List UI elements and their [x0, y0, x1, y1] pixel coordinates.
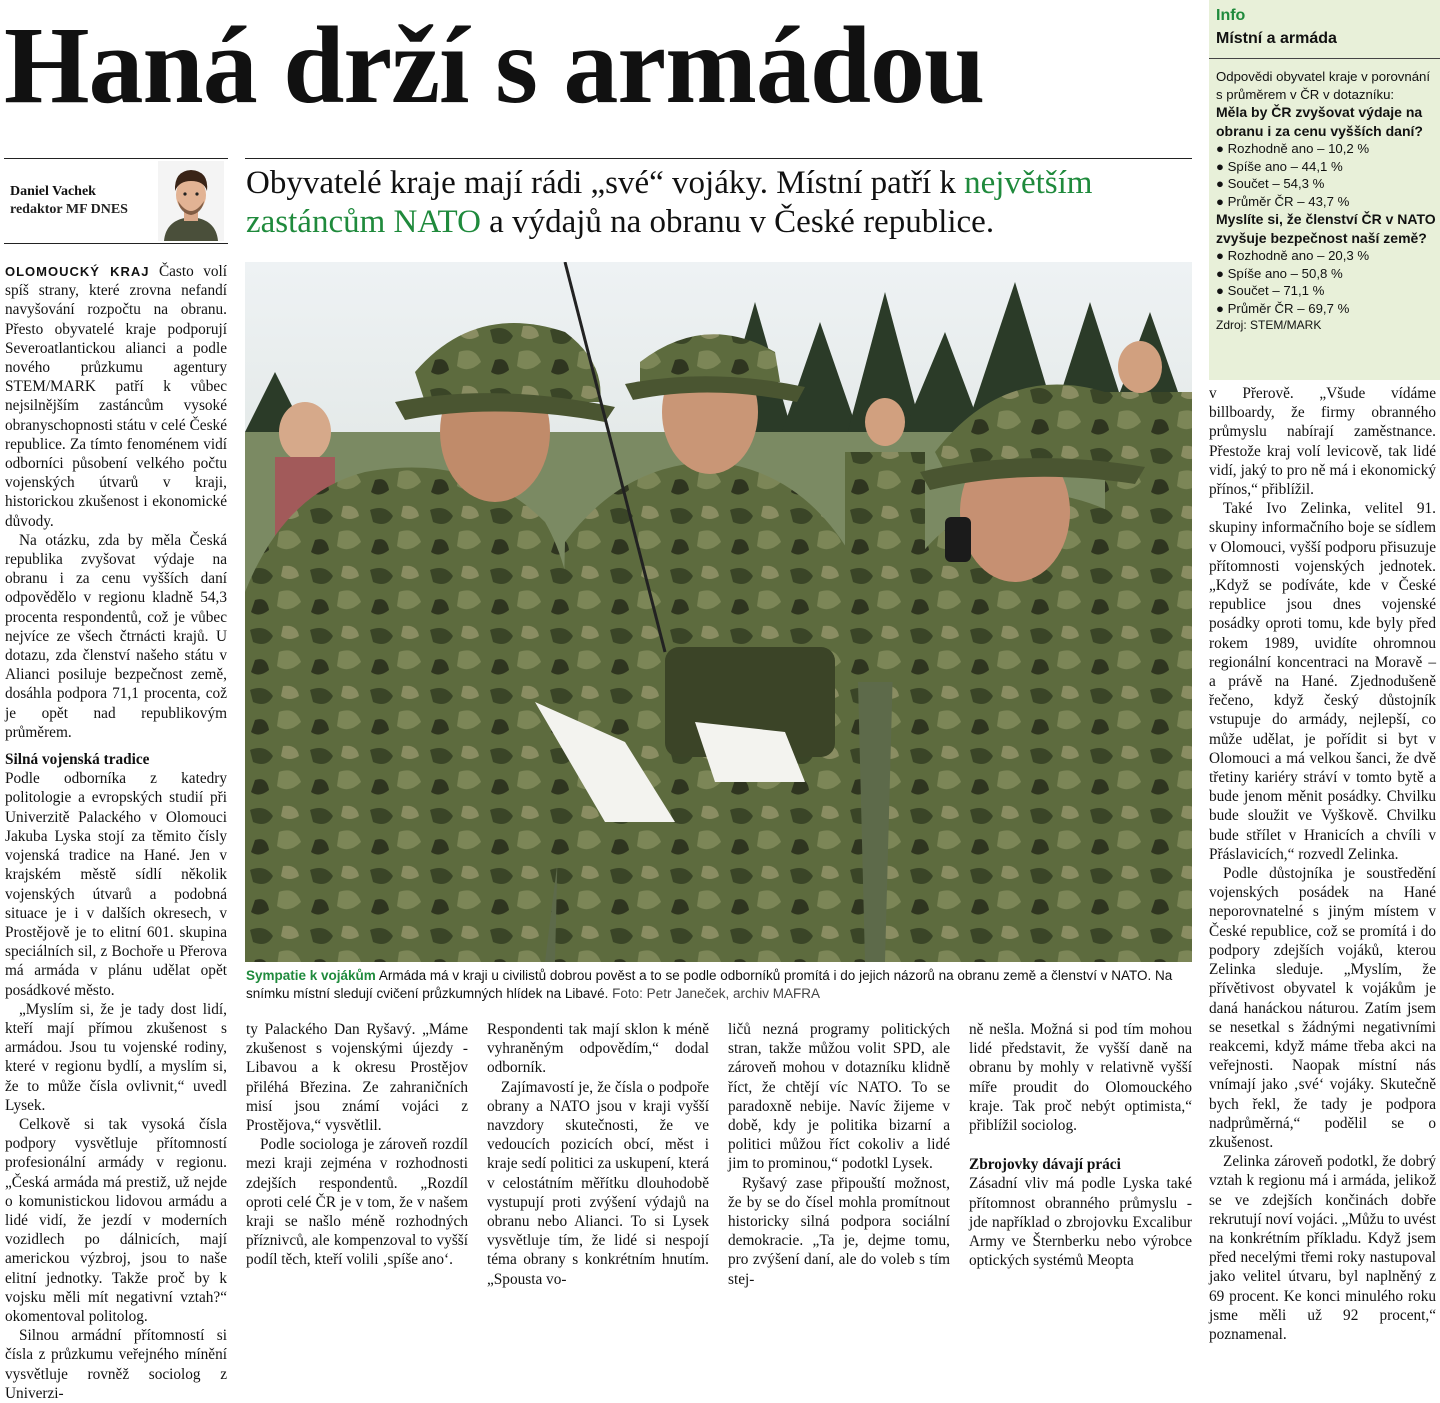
info-box: [1209, 0, 1440, 380]
deck: [246, 164, 1186, 242]
soldiers-photo-icon: [245, 262, 1192, 962]
info-title: Místní a armáda: [1216, 30, 1337, 47]
photo-caption: [246, 967, 1190, 1003]
paragraph: Silnou armádní přítomností si čísla z průzkumu veřejného mínění vysvětluje rovněž sociolog z Univerzi-: [5, 1327, 227, 1402]
subheading: Silná vojenská tradice: [5, 751, 150, 769]
author-name: Daniel Vachek: [10, 184, 96, 199]
paragraph-text: Často volí spíš strany, které zrovna nefandí navyšování rozpočtu na obranu. Přesto obyvatelé kraje podporují Severoatlantickou alianci a podle nového průzkumu agentury STEM/MARK patří k vůbec nejsilnějším zastáncům vysoké obranyschopnosti státu v celé České republice. Za tímto fenoménem vidí odborníci působení velkého počtu vojenských útvarů v kraji, historickou zkušenost i ekonomické důvody.: [5, 263, 227, 530]
info-body: [1216, 68, 1436, 335]
info-divider: [1209, 58, 1440, 59]
info-answers-1: [1216, 140, 1436, 210]
paragraph: „Myslím si, že je tady dost lidí, kteří mají přímou zkušenost s armádou. Jsou tu vojenské rodiny, které v regionu bydlí, a myslím si, že to může čísla ovlivnit,“ uvedl Lysek.: [5, 1000, 227, 1114]
article-column-2: [246, 1020, 468, 1270]
article-column-4: [728, 1020, 950, 1289]
paragraph: Podle odborníka z katedry politologie a evropských studií při Univerzitě Palackého v Olomouci Jakuba Lyska stojí za těmito čísly vojenská tradice na Hané. Jen v krajském městě sídlí několik vojenských útvarů a podobná situace je i v dalších okresech, v Prostějově je to elitní 601. skupina speciálních sil, z Bochoře u Přerova má armáda v plánu udělat opět posádkové město.: [5, 770, 227, 999]
paragraph: Zásadní vliv má podle Lyska také přítomnost obranného průmyslu - jde například o zbrojovku Excalibur Army ve Šternberku nebo výrobce optických systémů Meopta: [969, 1175, 1192, 1270]
article-column-5: [969, 1020, 1192, 1270]
info-answer: ● Součet – 54,3 %: [1216, 176, 1325, 191]
info-answer: ● Průměr ČR – 69,7 %: [1216, 300, 1350, 316]
author-role: redaktor MF DNES: [10, 202, 128, 217]
paragraph: Celkově si tak vysoká čísla podpory vysvětluje přítomností profesionální armády v regionu. „Česká armáda má prestiž, už nejde o komunistickou lidovou armádu a lidé vidí, že jezdí v moderních vozidlech po dálnicích, mají americkou výzbroj, jsou to naše elitní jednotky. Takže proč by k vojsku měli mít negativní vztah?“ okomentoval politolog.: [5, 1115, 227, 1325]
info-source: Zdroj: STEM/MARK: [1216, 318, 1322, 332]
info-answer: ● Průměr ČR – 43,7 %: [1216, 193, 1350, 209]
info-answers-2: [1216, 247, 1436, 317]
author-avatar: [158, 161, 224, 241]
paragraph: Zelinka zároveň podotkl, že dobrý vztah k regionu má i armáda, jelikož se ve zdejších končinách dobře rekrutují noví vojáci. „Můžu to uvést na konkrétním příkladu. Když jsem před necelými třemi roky nastupoval jako velitel útvaru, byl naplněný z 69 procent. Ke konci minulého roku jsme měli už 92 procent,“ poznamenal.: [1209, 1153, 1436, 1343]
paragraph: [5, 262, 227, 531]
caption-lead: Sympatie k vojákům: [246, 968, 376, 983]
paragraph: Respondenti tak mají sklon k méně vyhraněným odpovědím,“ dodal odborník.: [487, 1021, 709, 1077]
deck-part1: Obyvatelé kraje mají rádi „své“ vojáky. Místní patří k: [246, 165, 965, 201]
info-intro: Odpovědi obyvatel kraje v porovnání s průměrem v ČR v dotazníku:: [1216, 69, 1431, 102]
paragraph: Na otázku, zda by měla Česká republika zvyšovat výdaje na obranu i za cenu vyšších daní odpovědělo v regionu kladně 54,3 procenta respondentů, což je vůbec nejvíce ze všech čtrnácti krajů. U dotazu, zda členství našeho státu v Alianci posiluje bezpečnost země, dosáhla podpora 71,1 procenta, což je opět nad republikovým průměrem.: [5, 531, 227, 741]
article-column-3: [487, 1020, 709, 1289]
info-question-1: Měla by ČR zvyšovat výdaje na obranu i za cenu vyšších daní?: [1216, 104, 1423, 139]
deck-part2: a výdajů na obranu v České republice.: [480, 204, 995, 240]
dateline: OLOMOUCKÝ KRAJ: [5, 264, 150, 279]
paragraph: Zajímavostí je, že čísla o podpoře obrany a NATO jsou v kraji vyšší navzdory skutečnosti, že ve vedoucích pozicích obcí, měst i kraje sedí politici za uskupení, která v celostátním měřítku dlouhodobě vystupují proti zvýšení výdajů na obranu nebo Alianci. To si Lysek vysvětluje tím, že lidé si nespojí téma obrany s konkrétním hnutím. „Spousta vo-: [487, 1078, 709, 1288]
info-answer: ● Rozhodně ano – 20,3 %: [1216, 248, 1370, 263]
author-box: [4, 158, 228, 244]
info-tag: Info: [1216, 7, 1246, 24]
paragraph: v Přerově. „Všude vídáme billboardy, že firmy obranného průmyslu nabírají zaměstnance. Přestože kraj volí levicově, tak lidé vidí, jaký to pro ně má i ekonomický přínos,“ přiblížil.: [1209, 385, 1436, 499]
paragraph: Také Ivo Zelinka, velitel 91. skupiny informačního boje se sídlem v Olomouci, vyšší podporu přisuzuje přítomnosti vojenských jednotek. „Když se podíváte, kde v České republice jsou dnes vojenské posádky oproti tomu, kde byly před rokem 1989, uvidíte ohromnou regionální koncentraci na Moravě – a právě na Hané. Zjednodušeně řečeno, když český důstojník vstupuje do armády, nejlepší, co může udělat, je pořídit si byt v Olomouci a má velkou šanci, že dvě třetiny kariéry stráví v tomto bytě a bude jenom měnit posádky. Chvilku bude sloužit ve Vyškově. Chvilku bude střílet v Hranicích a chvíli v Přáslavicích,“ rozvedl Zelinka.: [1209, 500, 1436, 863]
paragraph: Podle důstojníka je soustředění vojenských posádek na Hané neporovnatelné s jiným místem v České republice, což se promítá i do podpory zdejších vojáků, kterou Zelinka sleduje. „Myslím, že přívětivost obyvatel k vojákům je daná hanáckou náturou. Zatím jsem se nesetkal s žádnými negativními reakcemi, když máme třeba akci na veřejnosti. Naopak místní nás vnímají jako ‚své‘ vojáky. Skutečně bych řekl, že tady je podpora nadprůměrná,“ podělil se o zkušenost.: [1209, 865, 1436, 1151]
deck-highlight: největším zastáncům NATO: [246, 165, 1093, 240]
main-photo: [245, 262, 1192, 962]
info-answer: ● Spíše ano – 50,8 %: [1216, 265, 1343, 281]
caption-credit: Foto: Petr Janeček, archiv MAFRA: [608, 986, 820, 1001]
info-answer: ● Spíše ano – 44,1 %: [1216, 158, 1343, 174]
info-question-2: Myslíte si, že členství ČR v NATO zvyšuje bezpečnost naší země?: [1216, 211, 1436, 246]
caption-text: Armáda má v kraji u civilistů dobrou pověst a to se podle odborníků promítá i do jejich názorů na obranu země a členství v NATO. Na snímku místní sledují cvičení průzkumných hlídek na Libavé.: [246, 968, 1173, 1001]
subheading: Zbrojovky dávají práci: [969, 1156, 1121, 1174]
paragraph: ně nešla. Možná si pod tím mohou lidé představit, že vyšší daně na obranu by mohly v relativně vyšší míře proudit do Olomouckého kraje. Tak proč nebýt optimista,“ přiblížil sociolog.: [969, 1021, 1192, 1135]
info-answer: ● Součet – 71,1 %: [1216, 283, 1325, 298]
paragraph: ličů nezná programy politických stran, takže můžou volit SPD, ale zároveň mohou v dotazníku klidně říct, že chtějí víc NATO. To se paradoxně nebije. Navíc žijeme v době, kdy je politika bizarní a politici můžou říct cokoliv a lidé jim to prominou,“ podotkl Lysek.: [728, 1021, 950, 1173]
author-portrait-icon: [158, 161, 224, 241]
paragraph: Ryšavý zase připouští možnost, že by se do čísel mohla promítnout historicky silná podpora sociální demokracie. „Ta je, dejme tomu, pro zvýšení daní, ale do voleb s tím stej-: [728, 1174, 950, 1288]
paragraph: Podle sociologa je zároveň rozdíl mezi kraji zejména v rozhodnosti zdejších respondentů. „Rozdíl oproti celé ČR je v tom, že v našem kraji se našlo méně rozhodných příznivců, ale kompenzoval to vyšší podíl těch, kteří volili ‚spíše ano‘.: [246, 1136, 468, 1269]
info-answer: ● Rozhodně ano – 10,2 %: [1216, 141, 1370, 156]
deck-rule: [245, 158, 1192, 159]
article-column-6: [1209, 384, 1436, 1344]
paragraph: ty Palackého Dan Ryšavý. „Máme zkušenost s vojenskými újezdy - Libavou a k okresu Prostějov přiléhá Březina. Ze zahraničních misí jsou známí vojáci z Prostějova,“ vysvětlil.: [246, 1021, 468, 1135]
headline: Haná drží s armádou: [4, 4, 985, 126]
article-column-1: [5, 262, 227, 1403]
